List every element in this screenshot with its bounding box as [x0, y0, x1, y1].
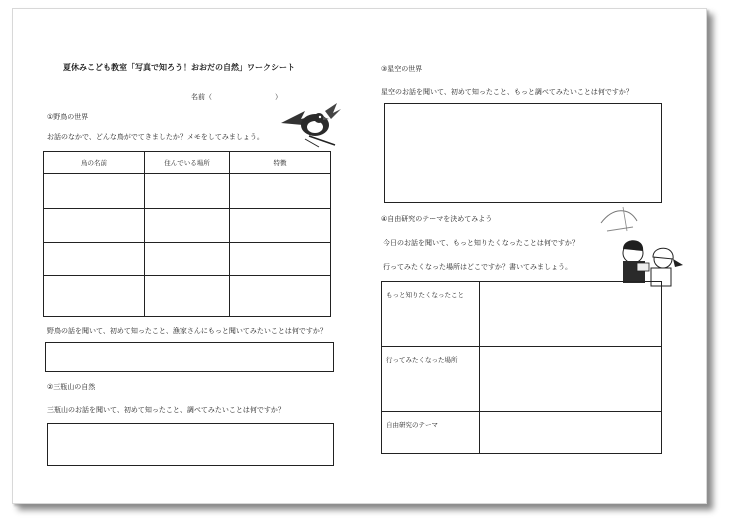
section2-question: 三瓶山のお話を聞いて、初めて知ったこと、調べてみたいことは何ですか？	[47, 406, 285, 414]
kids-illustration	[593, 201, 693, 293]
worksheet-title: 夏休みこども教室「写真で知ろう！おおだの自然」ワークシート	[63, 63, 295, 72]
section4-prompt1: 今日のお話を聞いて、もっと知りたくなったことは何ですか？	[383, 239, 579, 247]
worksheet-paper	[12, 8, 707, 504]
section4-prompt2: 行ってみたくなった場所はどこですか？書いてみましょう。	[383, 263, 572, 271]
bird-memo-table	[43, 151, 331, 317]
section1-heading: ①野鳥の世界	[47, 113, 89, 121]
col-header-features: 特徴	[230, 152, 331, 174]
table-row	[382, 282, 662, 347]
row-label-research-theme: 自由研究のテーマ	[382, 412, 480, 454]
table-row	[44, 174, 331, 209]
table-row	[44, 276, 331, 317]
section2-answer-box[interactable]	[47, 423, 334, 466]
section1-answer-box[interactable]	[45, 342, 334, 372]
table-row	[44, 243, 331, 276]
col-header-bird-name: 鳥の名前	[44, 152, 145, 174]
research-theme-table	[381, 281, 662, 454]
bird-illustration	[275, 101, 345, 149]
row-label-want-to-know: もっと知りたくなったこと	[382, 282, 480, 347]
section4-heading: ④自由研究のテーマを決めてみよう	[381, 215, 493, 223]
section3-answer-box[interactable]	[384, 103, 662, 203]
section2-heading: ②三瓶山の自然	[47, 383, 96, 391]
research-theme-answer[interactable]	[480, 412, 662, 454]
table-row	[382, 412, 662, 454]
section3-heading: ③星空の世界	[381, 65, 423, 73]
section3-question: 星空のお話を聞いて、初めて知ったこと、もっと調べてみたいことは何ですか？	[381, 88, 633, 96]
row-label-want-to-visit: 行ってみたくなった場所	[382, 347, 480, 412]
name-label: 名前（ ）	[191, 93, 282, 101]
table-row	[382, 347, 662, 412]
col-header-habitat: 住んでいる場所	[145, 152, 230, 174]
want-to-visit-answer[interactable]	[480, 347, 662, 412]
section1-question: 野鳥の話を聞いて、初めて知ったこと、漁家さんにもっと聞いてみたいことは何ですか？	[47, 327, 327, 335]
want-to-know-answer[interactable]	[480, 282, 662, 347]
table-row	[44, 209, 331, 243]
section1-prompt: お話のなかで、どんな鳥がでてきましたか？メモをしてみましょう。	[47, 133, 264, 141]
